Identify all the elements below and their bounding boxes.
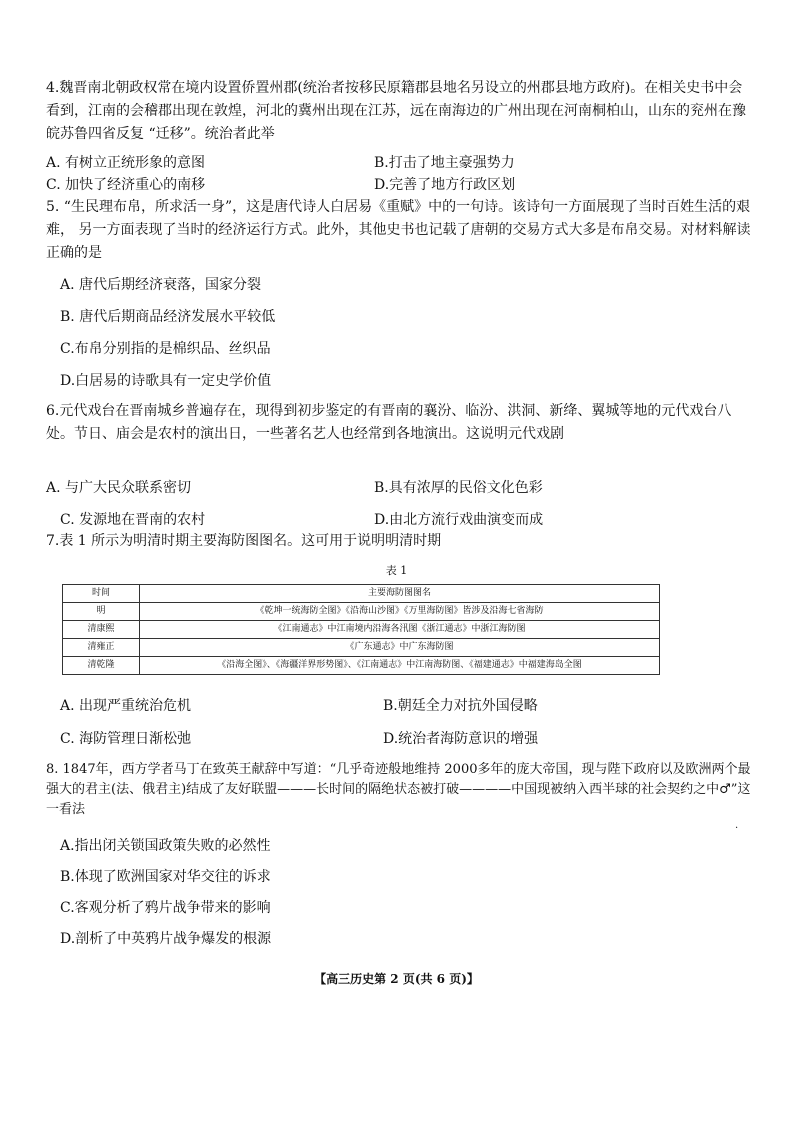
table-cell: 明	[63, 603, 140, 621]
question-7	[46, 530, 756, 553]
q5-option-a: A. 唐代后期经济衰落，国家分裂	[60, 277, 262, 293]
table-row	[63, 621, 660, 639]
table-cell: 《广东通志》中广东海防图	[140, 639, 660, 657]
q7-option-d: D.统治者海防意识的增强	[383, 731, 539, 747]
q5-option-c: C.布帛分别指的是棉织品、丝织品	[60, 341, 271, 357]
table-header-cell: 时间	[63, 585, 140, 603]
question-8	[46, 760, 756, 820]
table-row	[63, 603, 660, 621]
q7-option-a: A. 出现严重统治危机	[60, 698, 192, 714]
q8-option-b: B.体现了欧洲国家对华交往的诉求	[60, 869, 271, 885]
question-4-stem: 4.魏晋南北朝政权常在境内设置侨置州郡(统治者按移民原籍郡县地名另设立的州郡县地方政府)。在相关史书中会看到，江南的会稽郡出现在敦煌，河北的冀州出现在江苏，远在南海边的广州出现在河南桐柏山，山东的兖州在豫皖苏鲁四省反复 “迁移”。统治者此举	[46, 80, 746, 142]
question-5-stem: 5. “生民理布帛，所求活一身”，这是唐代诗人白居易《重赋》中的一句诗。该诗句一方面展现了当时百姓生活的艰难， 另一方面表现了当时的经济运行方式。此外，其他史书也记载了唐朝的交易方式大多是布帛交易。对材料解读正确的是	[46, 199, 751, 261]
question-5	[46, 196, 756, 265]
q4-option-b: B.打击了地主豪强势力	[374, 155, 515, 171]
question-6-stem: 6.元代戏台在晋南城乡普遍存在，现得到初步鉴定的有晋南的襄汾、临汾、洪洞、新绛、翼城等地的元代戏台八处。节日、庙会是农村的演出日，一些著名艺人也经常到各地演出。这说明元代戏剧	[46, 403, 732, 442]
table-header-cell: 主要海防图图名	[140, 585, 660, 603]
coastal-defense-map-table	[62, 584, 660, 675]
table-row	[63, 639, 660, 657]
q6-option-b: B.具有浓厚的民俗文化色彩	[374, 480, 543, 496]
q8-option-a: A.指出闭关锁国政策失败的必然性	[60, 838, 271, 854]
table-cell: 《沿海全图》、《海疆洋界形势图》、《江南通志》中江南海防图、《福建通志》中福建海岛全图	[140, 657, 660, 675]
table-cell: 《乾坤一统海防全图》《沿海山沙图》《万里海防图》皆涉及沿海七省海防	[140, 603, 660, 621]
page-footer: 【高三历史第 2 页(共 6 页)】	[314, 972, 479, 986]
table-header-row	[63, 585, 660, 603]
table-cell: 清康熙	[63, 621, 140, 639]
q7-option-b: B.朝廷全力对抗外国侵略	[383, 698, 538, 714]
q6-option-a: A. 与广大民众联系密切	[46, 480, 192, 496]
q8-option-d: D.剖析了中英鸦片战争爆发的根源	[60, 931, 272, 947]
table-cell: 清乾隆	[63, 657, 140, 675]
table-cell: 《江南通志》中江南境内沿海各汛图《浙江通志》中浙江海防图	[140, 621, 660, 639]
q6-option-d: D.由北方流行戏曲演变而成	[374, 512, 544, 528]
question-8-stem: 8. 1847年，西方学者马丁在致英王献辞中写道：“几乎奇迹般地维持 2000多年的庞大帝国，现与陛下政府以及欧洲两个最强大的君主(法、俄君主)结成了友好联盟———长时间的隔绝状态被打破————中国现被纳入西半球的社会契约之中♂”这一看法	[46, 762, 751, 817]
question-7-stem: 7.表 1 所示为明清时期主要海防图图名。这可用于说明明清时期	[46, 533, 442, 549]
q5-option-d: D.白居易的诗歌具有一定史学价值	[60, 373, 272, 389]
question-4	[46, 77, 756, 146]
q7-option-c: C. 海防管理日渐松弛	[60, 731, 192, 747]
table-cell: 清雍正	[63, 639, 140, 657]
q8-option-c: C.客观分析了鸦片战争带来的影响	[60, 900, 271, 916]
q4-option-a: A. 有树立正统形象的意图	[46, 155, 206, 171]
stray-mark: .	[735, 820, 739, 831]
table-caption: 表 1	[385, 564, 408, 577]
q6-option-c: C. 发源地在晋南的农村	[60, 512, 206, 528]
q4-option-c: C. 加快了经济重心的南移	[46, 177, 206, 193]
q4-option-d: D.完善了地方行政区划	[374, 177, 516, 193]
table-row	[63, 657, 660, 675]
q5-option-b: B. 唐代后期商品经济发展水平较低	[60, 309, 276, 325]
question-6	[46, 400, 756, 446]
